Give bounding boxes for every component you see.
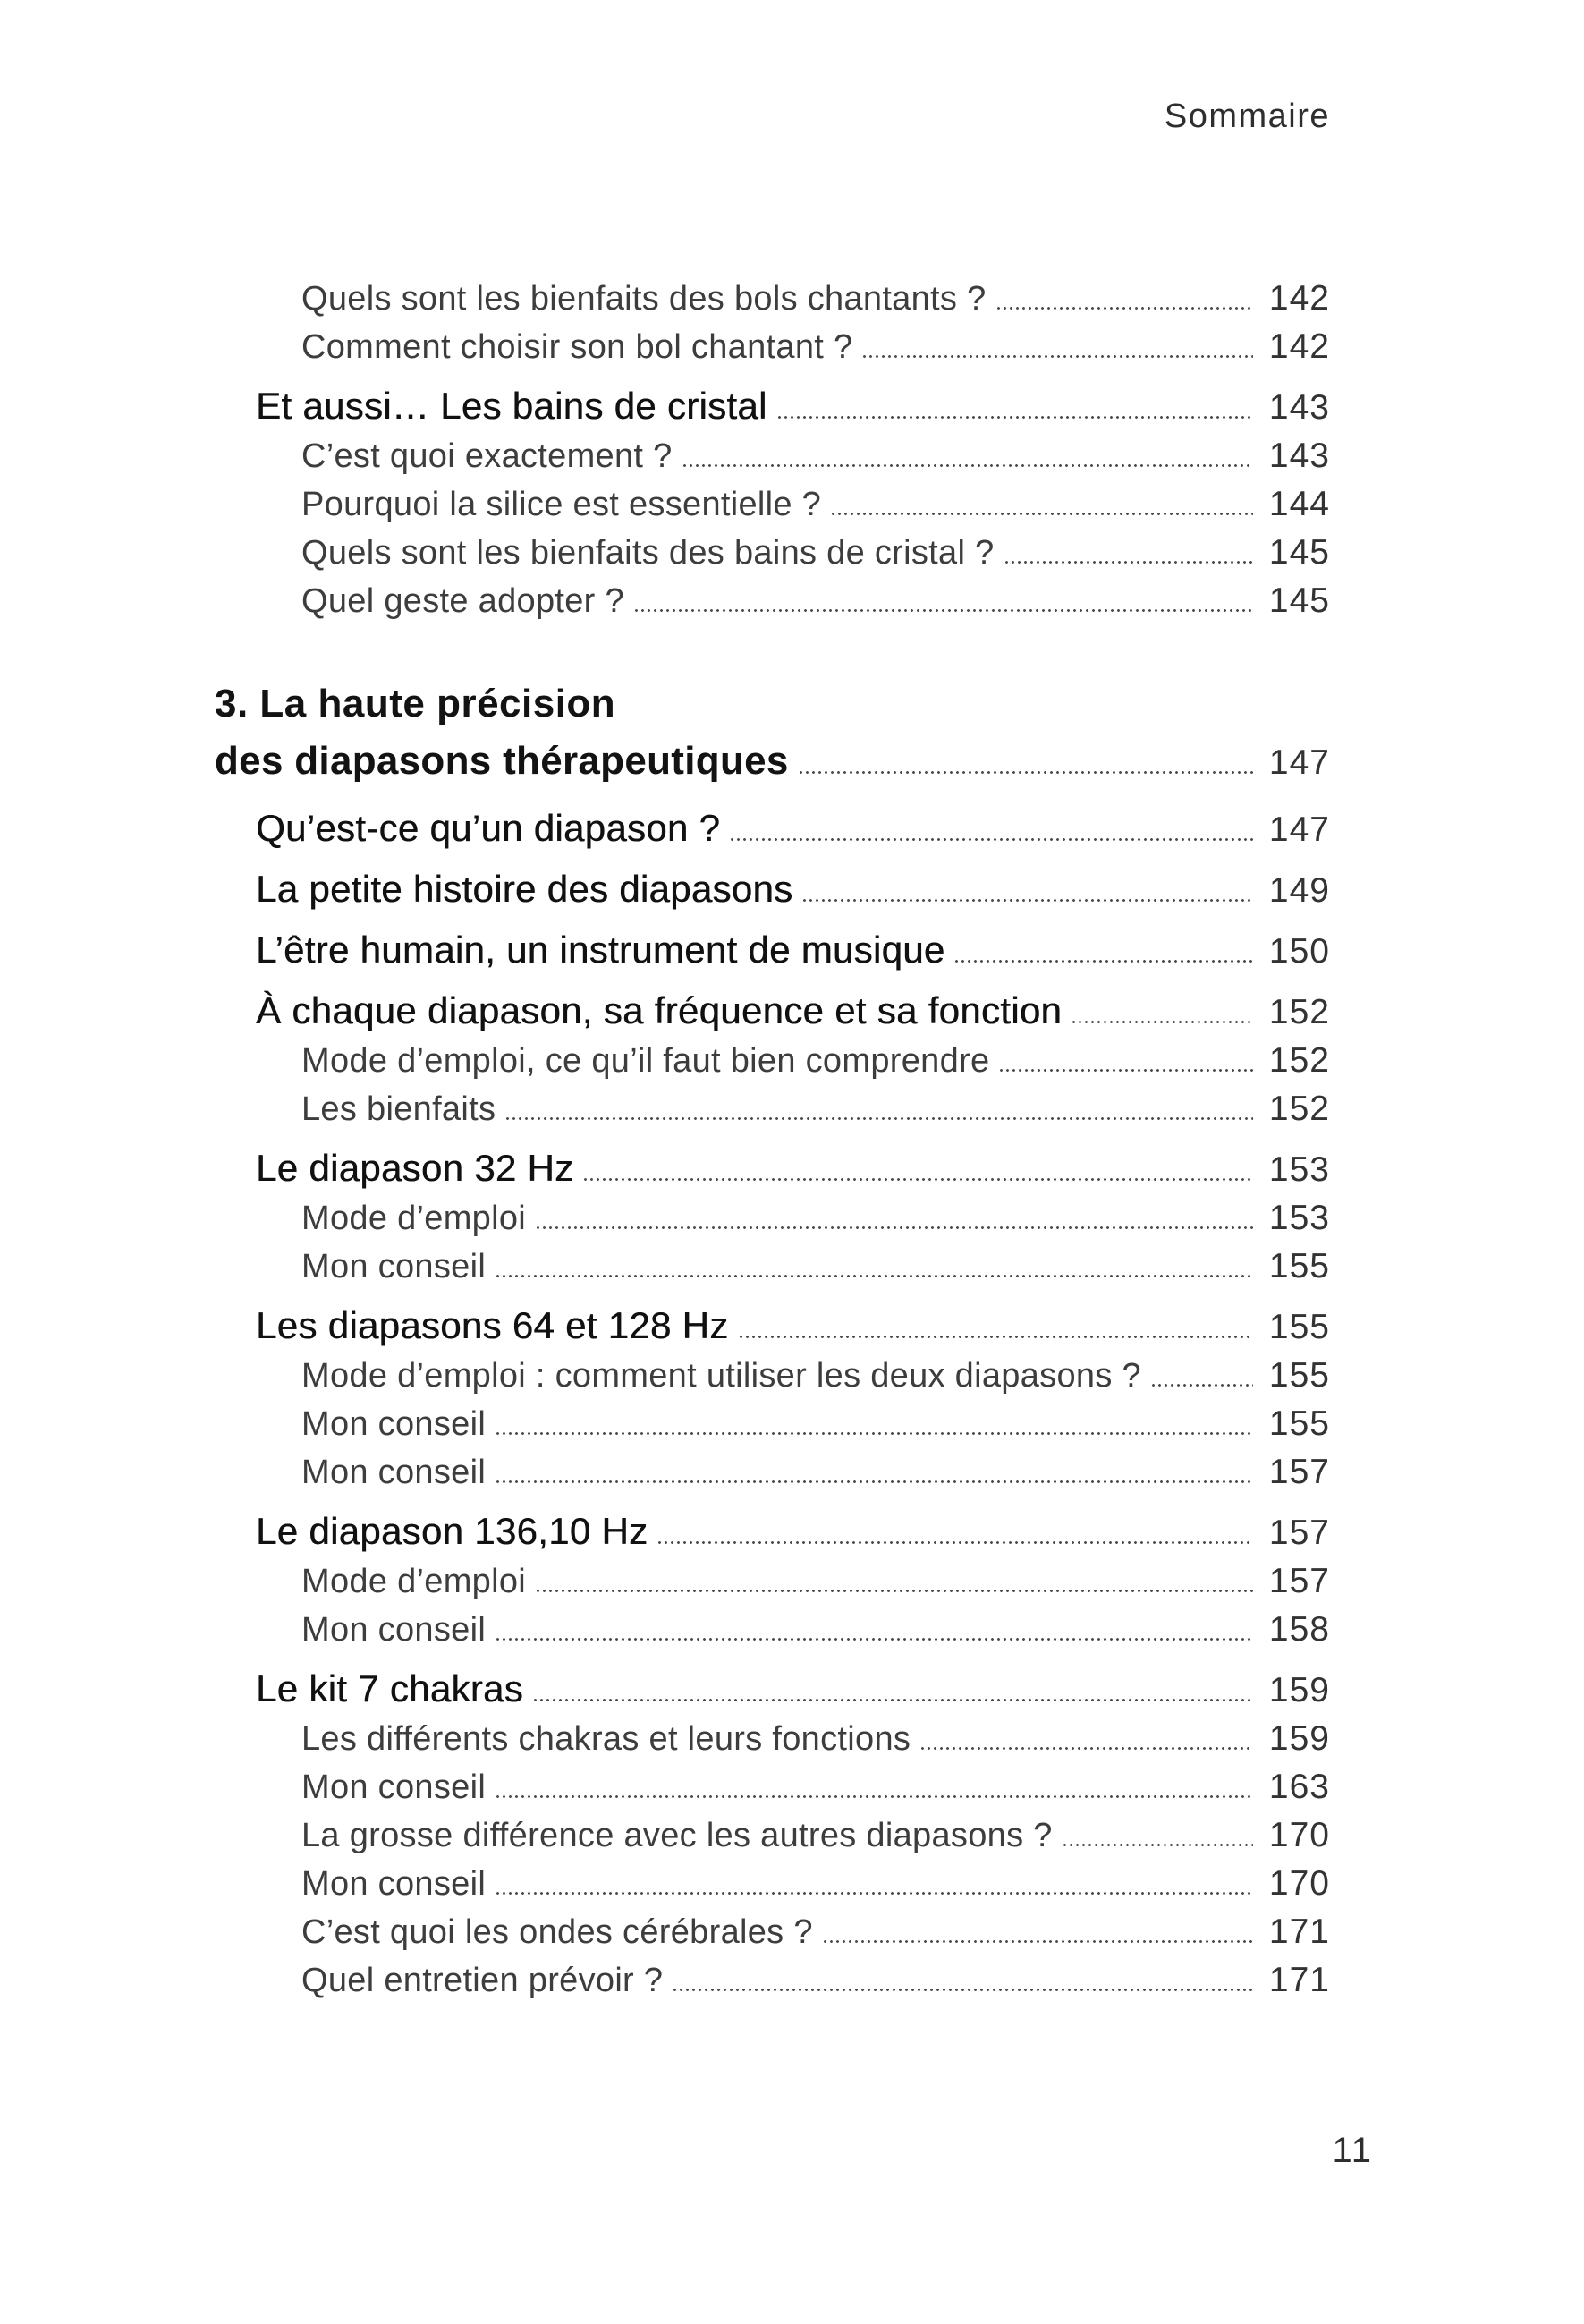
- toc-entry: [215, 1557, 1330, 1606]
- toc-entry: [215, 1037, 1330, 1085]
- toc-entry-label: Pourquoi la silice est essentielle ?: [301, 486, 822, 523]
- toc-entry: [215, 382, 1330, 432]
- dot-leader: [955, 960, 1252, 963]
- toc-entry-label: Mon conseil: [301, 1768, 487, 1806]
- dot-leader: [1000, 1069, 1253, 1072]
- toc-entry-label: Mon conseil: [301, 1248, 487, 1285]
- toc-entry-label: C’est quoi les ondes cérébrales ?: [301, 1913, 813, 1951]
- toc-entry: [215, 577, 1330, 625]
- toc-page-number: 150: [1268, 932, 1330, 971]
- toc-entry-label: Les bienfaits: [301, 1090, 496, 1128]
- toc-page-number: 159: [1268, 1671, 1330, 1709]
- toc-page-number: 155: [1268, 1308, 1330, 1346]
- toc-page-number: 143: [1268, 388, 1330, 427]
- toc-entry-label: Mode d’emploi: [301, 1200, 527, 1237]
- toc-page-number: 153: [1268, 1199, 1330, 1237]
- page-header: [215, 95, 1330, 138]
- dot-leader: [506, 1117, 1253, 1120]
- toc-entry-label: Mon conseil: [301, 1454, 487, 1491]
- dot-leader: [800, 771, 1253, 774]
- toc-entry: [215, 1243, 1330, 1291]
- toc-entry: [215, 480, 1330, 529]
- toc-page-number: 155: [1268, 1404, 1330, 1443]
- toc-entry: [215, 804, 1330, 854]
- toc-page-number: 152: [1268, 1041, 1330, 1080]
- toc-page-number: 163: [1268, 1768, 1330, 1806]
- table-of-contents: [215, 275, 1330, 2005]
- dot-leader: [683, 464, 1253, 467]
- dot-leader: [731, 838, 1253, 841]
- dot-leader: [824, 1940, 1253, 1943]
- toc-entry: [215, 1715, 1330, 1763]
- toc-page-number: 147: [1268, 743, 1330, 782]
- toc-entry: [215, 1763, 1330, 1811]
- toc-page-number: 159: [1268, 1719, 1330, 1758]
- dot-leader: [496, 1432, 1253, 1435]
- toc-entry-label: Quels sont les bienfaits des bols chantants ?: [301, 280, 987, 318]
- dot-leader: [740, 1336, 1253, 1338]
- toc-entry-label: Le kit 7 chakras: [256, 1667, 523, 1709]
- dot-leader: [863, 355, 1253, 358]
- toc-entry: [215, 865, 1330, 915]
- toc-entry-label: Le diapason 32 Hz: [256, 1147, 574, 1189]
- toc-entry-label: C’est quoi exactement ?: [301, 437, 673, 475]
- toc-entry: [215, 1908, 1330, 1956]
- dot-leader: [997, 307, 1253, 310]
- toc-page-number: 147: [1268, 810, 1330, 849]
- toc-page-number: 170: [1268, 1864, 1330, 1903]
- toc-page-number: 153: [1268, 1150, 1330, 1189]
- dot-leader: [778, 416, 1253, 419]
- dot-leader: [584, 1178, 1253, 1181]
- toc-page-number: 171: [1268, 1961, 1330, 1999]
- toc-entry: [215, 323, 1330, 371]
- toc-page-number: 157: [1268, 1514, 1330, 1552]
- toc-page-number: 155: [1268, 1356, 1330, 1395]
- toc-page-number: 143: [1268, 437, 1330, 475]
- chapter-heading: [215, 675, 1330, 792]
- toc-entry-label: Mode d’emploi, ce qu’il faut bien comprendre: [301, 1042, 990, 1080]
- toc-entry: [215, 987, 1330, 1037]
- toc-entry-label: Les différents chakras et leurs fonctions: [301, 1720, 911, 1758]
- toc-entry: [215, 1448, 1330, 1497]
- toc-entry: [215, 1085, 1330, 1133]
- toc-entry: [215, 1956, 1330, 2005]
- dot-leader: [496, 1638, 1253, 1641]
- chapter-title-line2: des diapasons thérapeutiques: [215, 739, 789, 783]
- toc-entry-label: La petite histoire des diapasons: [256, 868, 793, 910]
- dot-leader: [496, 1795, 1253, 1798]
- toc-page-number: 157: [1268, 1562, 1330, 1600]
- dot-leader: [537, 1226, 1253, 1229]
- toc-entry: [215, 1860, 1330, 1908]
- toc-page-number: 145: [1268, 533, 1330, 572]
- dot-leader: [1072, 1021, 1253, 1023]
- toc-entry: [215, 1665, 1330, 1715]
- dot-leader: [1063, 1844, 1253, 1846]
- toc-page-number: 155: [1268, 1247, 1330, 1285]
- toc-page-number: 149: [1268, 871, 1330, 910]
- dot-leader: [496, 1275, 1253, 1277]
- toc-page-number: 152: [1268, 1090, 1330, 1128]
- toc-entry-label: Comment choisir son bol chantant ?: [301, 328, 853, 366]
- toc-entry-label: L’être humain, un instrument de musique: [256, 929, 945, 971]
- toc-entry-label: Mon conseil: [301, 1611, 487, 1649]
- dot-leader: [496, 1892, 1253, 1895]
- toc-entry: [215, 1811, 1330, 1860]
- toc-page-number: 142: [1268, 327, 1330, 366]
- toc-entry-label: Qu’est-ce qu’un diapason ?: [256, 807, 721, 849]
- dot-leader: [537, 1590, 1253, 1592]
- toc-entry: [215, 1302, 1330, 1352]
- dot-leader: [635, 609, 1253, 612]
- toc-page-number: 157: [1268, 1453, 1330, 1491]
- toc-entry: [215, 1507, 1330, 1557]
- dot-leader: [803, 899, 1253, 902]
- toc-entry: [215, 275, 1330, 323]
- toc-page-number: 158: [1268, 1610, 1330, 1649]
- toc-page-number: 142: [1268, 279, 1330, 318]
- toc-entry: [215, 1352, 1330, 1400]
- dot-leader: [496, 1480, 1253, 1483]
- toc-page-number: 152: [1268, 993, 1330, 1031]
- page-title: Sommaire: [1164, 98, 1330, 135]
- dot-leader: [1152, 1384, 1253, 1387]
- toc-entry-label: Et aussi… Les bains de cristal: [256, 385, 767, 427]
- toc-page-number: 171: [1268, 1913, 1330, 1951]
- folio-page-number: 11: [1332, 2131, 1373, 2170]
- toc-entry-label: Mode d’emploi : comment utiliser les deux diapasons ?: [301, 1357, 1141, 1395]
- toc-page-number: 144: [1268, 485, 1330, 523]
- dot-leader: [921, 1747, 1253, 1750]
- toc-page-number: 145: [1268, 581, 1330, 620]
- toc-entry: [215, 432, 1330, 480]
- toc-entry-label: La grosse différence avec les autres diapasons ?: [301, 1817, 1053, 1854]
- toc-entry-label: Quel geste adopter ?: [301, 582, 624, 620]
- toc-entry: [215, 926, 1330, 976]
- toc-entry-label: Le diapason 136,10 Hz: [256, 1510, 648, 1552]
- chapter-title-row: [215, 733, 1330, 792]
- toc-entry-label: Les diapasons 64 et 128 Hz: [256, 1304, 729, 1346]
- dot-leader: [1005, 561, 1253, 564]
- toc-entry: [215, 1606, 1330, 1654]
- dot-leader: [658, 1541, 1253, 1544]
- dot-leader: [534, 1699, 1253, 1701]
- toc-entry: [215, 1144, 1330, 1194]
- toc-entry-label: Quels sont les bienfaits des bains de cristal ?: [301, 534, 995, 572]
- dot-leader: [673, 1989, 1253, 1991]
- toc-entry: [215, 1400, 1330, 1448]
- toc-entry-label: Mon conseil: [301, 1405, 487, 1443]
- dot-leader: [832, 513, 1253, 515]
- chapter-title-line1: 3. La haute précision: [215, 682, 616, 725]
- toc-entry-label: Quel entretien prévoir ?: [301, 1962, 664, 1999]
- toc-entry-label: Mon conseil: [301, 1865, 487, 1903]
- toc-entry: [215, 1194, 1330, 1243]
- toc-page-number: 170: [1268, 1816, 1330, 1854]
- toc-entry-label: À chaque diapason, sa fréquence et sa fonction: [256, 989, 1063, 1031]
- toc-entry-label: Mode d’emploi: [301, 1563, 527, 1600]
- toc-entry: [215, 529, 1330, 577]
